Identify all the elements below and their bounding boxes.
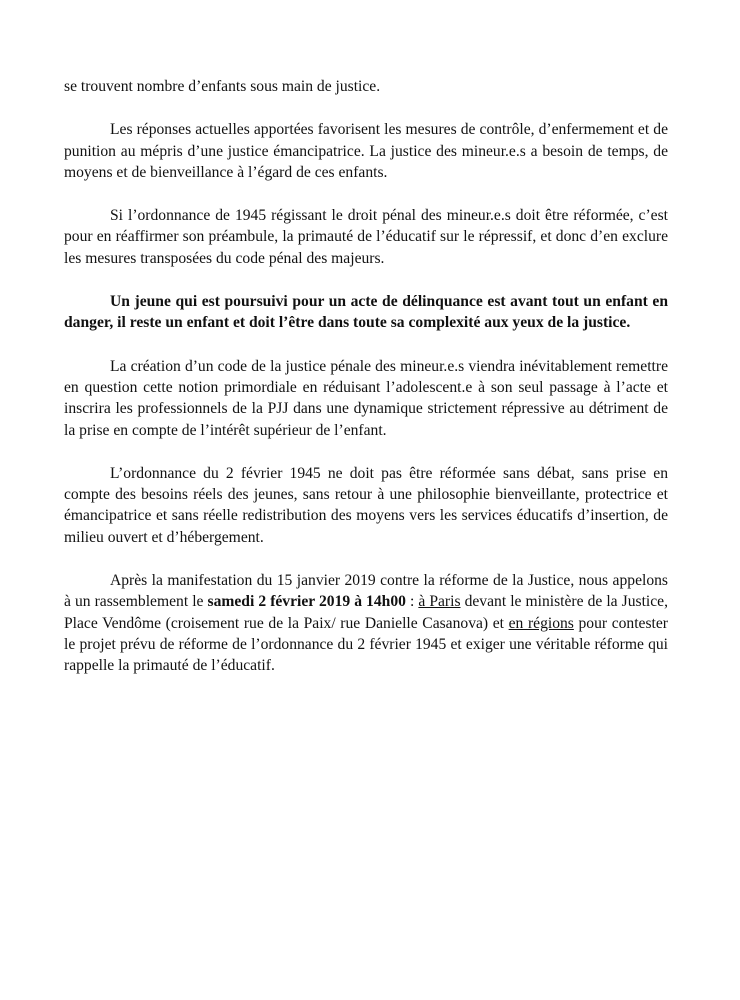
document-body [64,76,668,699]
paragraph-continuation: se trouvent nombre d’enfants sous main de justice. [64,78,381,95]
call-text-part-4: pour contester le projet prévu de réforme de l’ordonnance du 2 février 1945 et exiger une véritable réforme qui rappelle la primauté de l’éducatif. [64,614,668,675]
call-text-part-2: : [405,593,419,611]
paragraph-current-responses: Les réponses actuelles apportées favorisent les mesures de contrôle, d’enfermement et de punition au mépris d’une justice émancipatrice. La justice des mineur.e.s a besoin de temps, de moyens et de bienveillance à l’égard de ces enfants. [64,121,668,181]
paragraph-call-to-gathering [64,570,668,676]
paragraph-no-reform-without-debate: L’ordonnance du 2 février 1945 ne doit pas être réformée sans débat, sans prise en compte des besoins réels des jeunes, sans retour à une philosophie bienveillante, protectrice et émancipatrice et sans réelle redistribution des moyens vers les services éducatifs d’insertion, de milieu ouvert et d’hébergement. [64,464,668,546]
gathering-date: samedi 2 février 2019 à 14h00 [207,593,406,611]
location-paris: à Paris [418,593,461,611]
paragraph-ordinance-reform: Si l’ordonnance de 1945 régissant le droit pénal des mineur.e.s doit être réformée, c’est pour en réaffirmer son préambule, la primauté de l’éducatif sur le répressif, et donc d’en exclure les mesures transposées du code pénal des majeurs. [64,207,668,267]
paragraph-young-offender-emphasis: Un jeune qui est poursuivi pour un acte de délinquance est avant tout un enfant en danger, il reste un enfant et doit l’être dans toute sa complexité aux yeux de la justice. [64,293,668,332]
call-text-part-3: devant le ministère de la Justice, Place Vendôme (croisement rue de la Paix/ rue Danielle Casanova) et [64,593,668,632]
location-regions: en régions [508,614,574,632]
call-text-part-1: Après la manifestation du 15 janvier 2019 contre la réforme de la Justice, nous appelons à un rassemblement le [64,572,668,611]
paragraph-penal-code-creation: La création d’un code de la justice pénale des mineur.e.s viendra inévitablement remettre en question cette notion primordiale en réduisant l’adolescent.e à son seul passage à l’acte et inscrira les professionnels de la PJJ dans une dynamique strictement répressive au détriment de la prise en compte de l’intérêt supérieur de l’enfant. [64,357,668,439]
